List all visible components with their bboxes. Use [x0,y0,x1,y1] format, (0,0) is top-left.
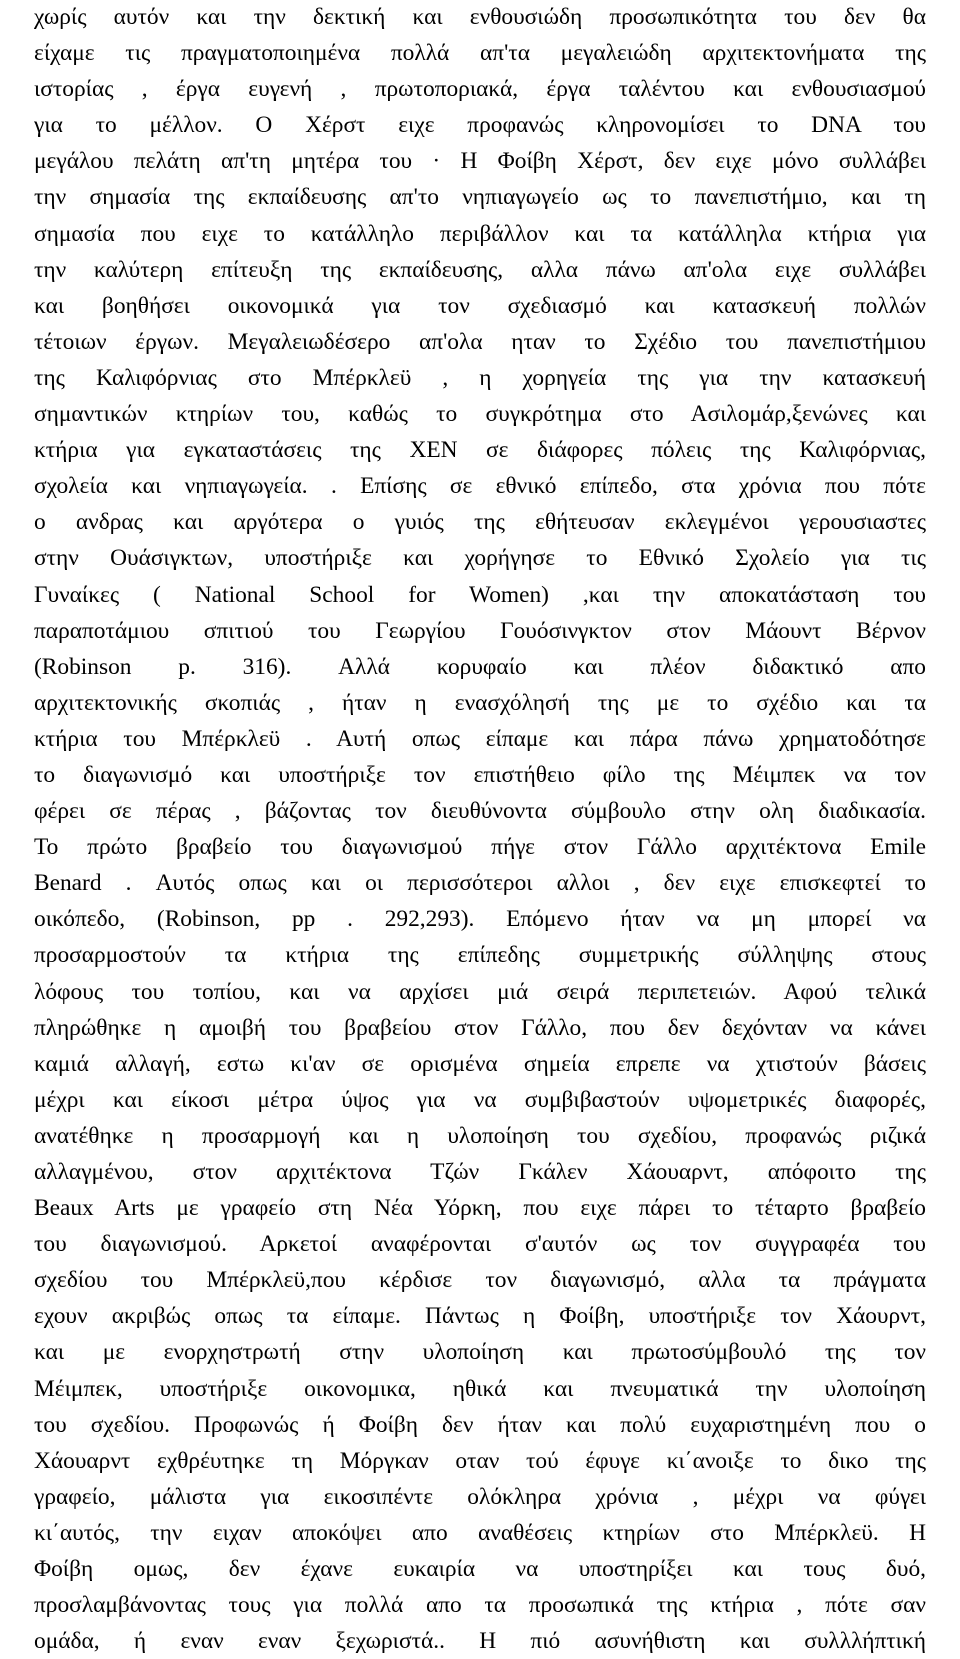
text-line: κι΄αυτός, την ειχαν αποκόψει απο αναθέσεις κτηρίων στο Μπέρκλεϋ. Η [34,1519,926,1546]
text-line: για το μέλλον. Ο Χέρστ ειχε προφανώς κληρονομίσει το DNA του [34,112,926,139]
text-line: Μέιμπεκ, υποστήριξε οικονομικα, ηθικά και πνευματικά την υλοποίηση [34,1375,926,1402]
text-line: σχολεία και νηπιαγωγεία. . Επίσης σε εθνικό επίπεδο, στα χρόνια που πότε [34,473,926,500]
text-line: προσλαμβάνοντας τους για πολλά απο τα προσωπικά της κτήρια , πότε σαν [34,1592,926,1619]
text-line: Benard . Αυτός οπως και οι περισσότεροι αλλοι , δεν ειχε επισκεφτεί το [34,870,926,897]
text-line: Φοίβη ομως, δεν έχανε ευκαιρία να υποστηρίξει και τους δυό, [34,1556,926,1583]
text-line: το διαγωνισμό και υποστήριξε τον επιστήθειο φίλο της Μέιμπεκ να τον [34,761,926,788]
text-line: κτήρια του Μπέρκλεϋ . Αυτή οπως είπαμε και πάρα πάνω χρηματοδότησε [34,725,926,752]
text-line: κτήρια για εγκαταστάσεις της ΧΕΝ σε διάφορες πόλεις της Καλιφόρνιας, [34,437,926,464]
text-line: του διαγωνισμού. Αρκετοί αναφέρονται σ'αυτόν ως τον συγγραφέα του [34,1231,926,1258]
body-text [34,0,926,1659]
text-line: ο ανδρας και αργότερα ο γυιός της εθήτευσαν εκλεγμένοι γερουσιαστες [34,509,926,536]
text-line: εχουν ακριβώς οπως τα είπαμε. Πάντως η Φοίβη, υποστήριξε τον Χάουρντ, [34,1303,926,1330]
text-line: χωρίς αυτόν και την δεκτική και ενθουσιώδη προσωπικότητα του δεν θα [34,4,926,30]
text-line: σχεδίου του Μπέρκλεϋ,που κέρδισε τον διαγωνισμό, αλλα τα πράγματα [34,1267,926,1294]
text-line: αλλαγμένου, στον αρχιτέκτονα Τζών Γκάλεν Χάουαρντ, απόφοιτο της [34,1159,926,1185]
text-line: Το πρώτο βραβείο του διαγωνισμού πήγε στον Γάλλο αρχιτέκτονα Emile [34,834,926,861]
text-line: Χάουαρντ εχθρέυτηκε τη Μόργκαν οταν τού έφυγε κι΄ανοιξε το δικο της [34,1447,926,1474]
text-line: παραποτάμιου σπιτιού του Γεωργίου Γουόσινγκτον στον Μάουντ Βέρνον [34,617,926,644]
text-line: ομάδα, ή εναν εναν ξεχωριστά.. Η πιό ασυνήθιστη και συλλλήπτική [34,1628,926,1655]
text-line: στην Ουάσιγκτων, υποστήριξε και χορήγησε το Εθνικό Σχολείο για τις [34,545,926,572]
text-line: (Robinson p. 316). Αλλά κορυφαίο και πλέον διδακτικό απο [34,653,926,680]
text-line: την σημασία της εκπαίδευσης απ'το νηπιαγωγείο ως το πανεπιστήμιο, και τη [34,184,926,211]
text-line: ανατέθηκε η προσαρμογή και η υλοποίηση του σχεδίου, προφανώς ριζικά [34,1122,926,1149]
text-line: οικόπεδο, (Robinson, pp . 292,293). Επόμενο ήταν να μη μπορεί να [34,906,926,933]
text-line: και βοηθήσει οικονομικά για τον σχεδιασμό και κατασκευή πολλών [34,292,926,319]
text-line: Beaux Arts με γραφείο στη Νέα Υόρκη, που ειχε πάρει το τέταρτο βραβείο [34,1195,926,1222]
text-line: της Καλιφόρνιας στο Μπέρκλεϋ , η χορηγεία της για την κατασκευή [34,364,926,391]
text-line: τέτοιων έργων. Μεγαλειωδέσερο απ'ολα ηταν το Σχέδιο του πανεπιστήμιου [34,328,926,355]
text-line: μεγάλου πελάτη απ'τη μητέρα του · Η Φοίβη Χέρστ, δεν ειχε μόνο συλλάβει [34,148,926,175]
text-line: σημασία που ειχε το κατάλληλο περιβάλλον και τα κατάλληλα κτήρια για [34,220,926,247]
text-line: είχαμε τις πραγματοποιημένα πολλά απ'τα μεγαλειώδη αρχιτεκτονήματα της [34,40,926,67]
text-line: γραφείο, μάλιστα για εικοσιπέντε ολόκληρα χρόνια , μέχρι να φύγει [34,1483,926,1510]
text-line: Γυναίκες ( National School for Women) ,και την αποκατάσταση του [34,581,926,608]
text-line: προσαρμοστούν τα κτήρια της επίπεδης συμμετρικής σύλληψης στους [34,942,926,969]
text-line: λόφους του τοπίου, και να αρχίσει μιά σειρά περιπετειών. Αφού τελικά [34,978,926,1005]
text-line: του σχεδίου. Προφωνώς ή Φοίβη δεν ήταν και πολύ ευχαριστημένη που ο [34,1411,926,1438]
text-line: σημαντικών κτηρίων του, καθώς το συγκρότημα στο Ασιλομάρ,ξενώνες και [34,401,926,428]
text-line: μέχρι και είκοσι μέτρα ύψος για να συμβιβαστούν υψομετρικές διαφορές, [34,1086,926,1113]
text-line: καμιά αλλαγή, εστω κι'αν σε ορισμένα σημεία επρεπε να χτιστούν βάσεις [34,1050,926,1077]
text-line: φέρει σε πέρας , βάζοντας τον διευθύνοντα σύμβουλο στην ολη διαδικασία. [34,798,926,825]
text-line: την καλύτερη επίτευξη της εκπαίδευσης, αλλα πάνω απ'ολα ειχε συλλάβει [34,256,926,283]
text-line: και με ενορχηστρωτή στην υλοποίηση και πρωτοσύμβουλό της τον [34,1339,926,1366]
text-line: αρχιτεκτονικής σκοπιάς , ήταν η ενασχόλησή της με το σχέδιο και τα [34,689,926,716]
text-line: ιστορίας , έργα ευγενή , πρωτοποριακά, έργα ταλέντου και ενθουσιασμού [34,76,926,103]
text-line: πληρώθηκε η αμοιβή του βραβείου στον Γάλλο, που δεν δεχόνταν να κάνει [34,1014,926,1041]
